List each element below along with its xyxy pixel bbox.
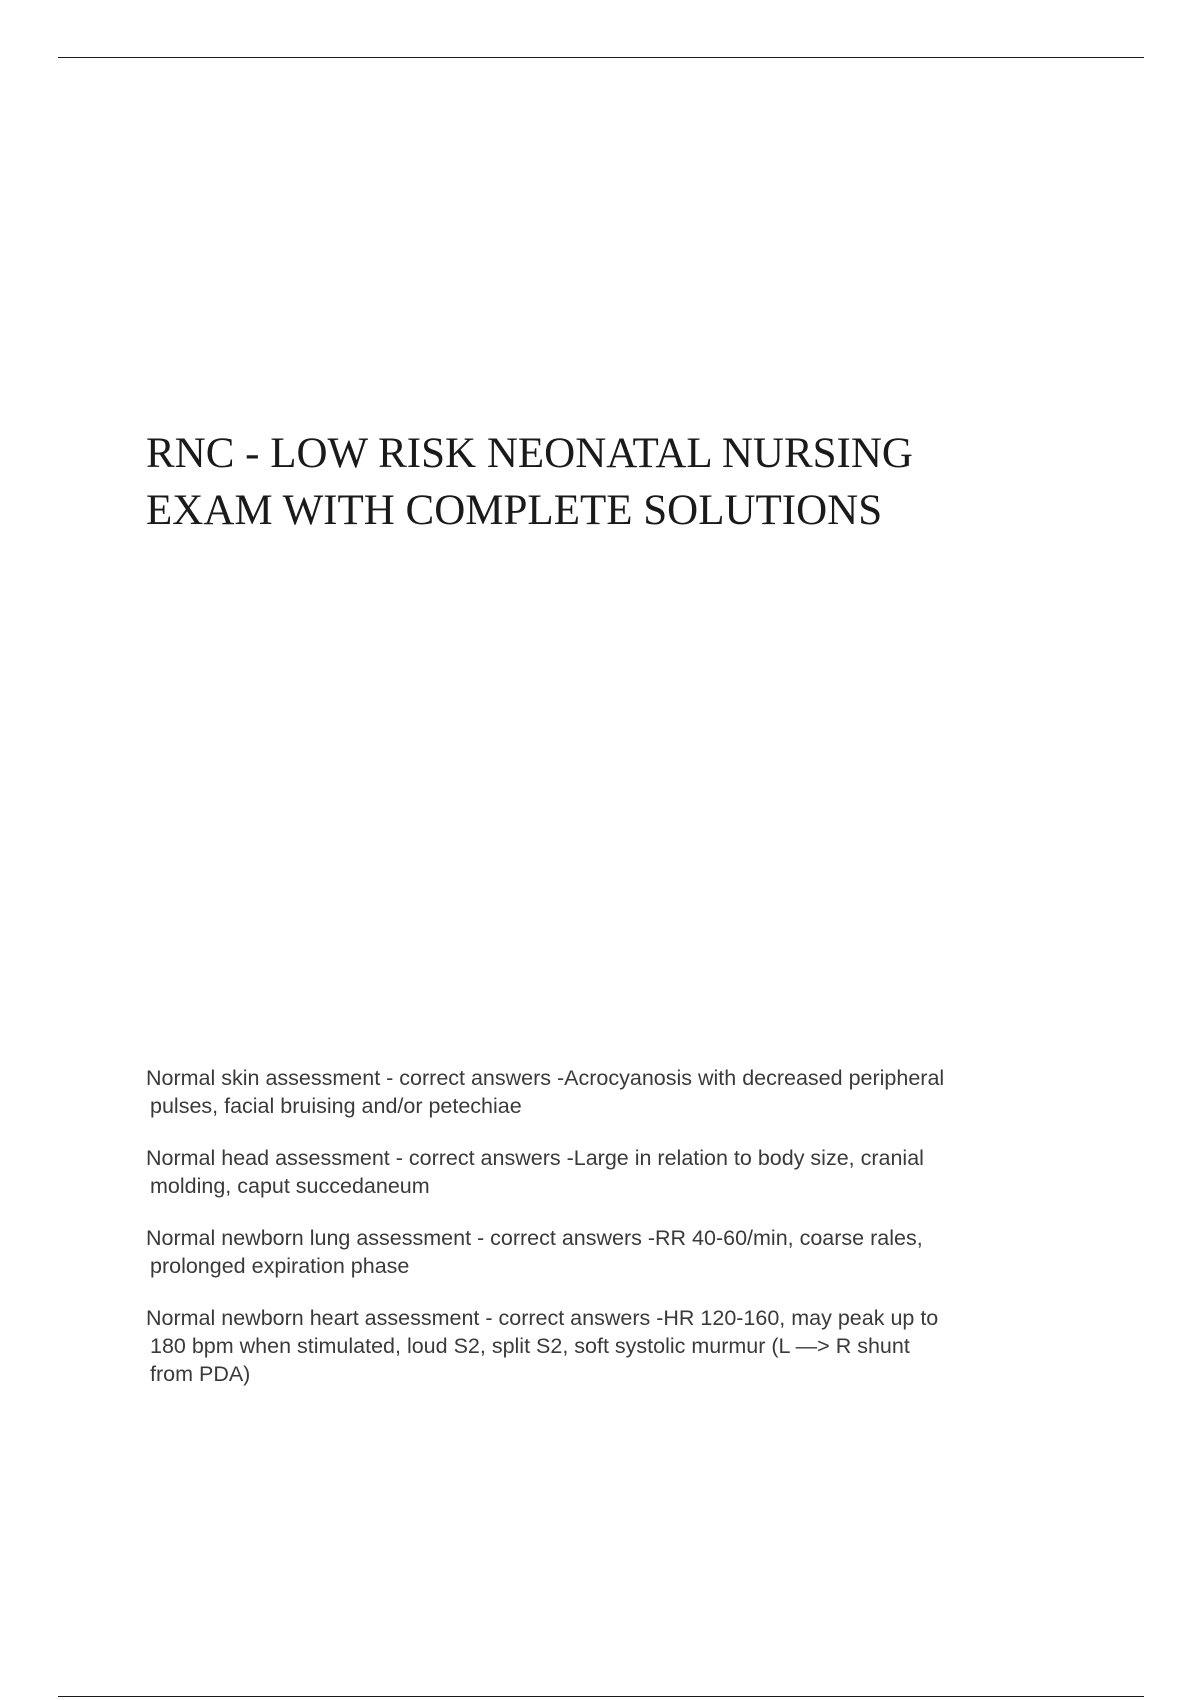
top-rule (58, 57, 1144, 58)
bottom-rule (58, 1696, 1144, 1697)
document-title (146, 425, 1106, 539)
qa-item-skin (146, 1064, 1066, 1120)
qa-line: Normal newborn heart assessment - correct answers -HR 120-160, may peak up to (146, 1306, 939, 1330)
qa-line: 180 bpm when stimulated, loud S2, split S2, soft systolic murmur (L —> R shunt (150, 1334, 910, 1358)
qa-item-head (146, 1144, 1066, 1200)
qa-line: Normal skin assessment - correct answers -Acrocyanosis with decreased peripheral (146, 1066, 945, 1090)
qa-line: Normal head assessment - correct answers -Large in relation to body size, cranial (146, 1146, 924, 1170)
qa-line: pulses, facial bruising and/or petechiae (150, 1094, 522, 1118)
title-line-2: EXAM WITH COMPLETE SOLUTIONS (146, 487, 883, 534)
title-line-1: RNC - LOW RISK NEONATAL NURSING (146, 430, 913, 477)
qa-item-heart (146, 1304, 1066, 1388)
qa-line: molding, caput succedaneum (150, 1174, 430, 1198)
qa-line: from PDA) (150, 1362, 251, 1386)
qa-list (146, 1064, 1066, 1412)
qa-line: Normal newborn lung assessment - correct answers -RR 40-60/min, coarse rales, (146, 1226, 923, 1250)
qa-line: prolonged expiration phase (150, 1254, 410, 1278)
qa-item-lung (146, 1224, 1066, 1280)
